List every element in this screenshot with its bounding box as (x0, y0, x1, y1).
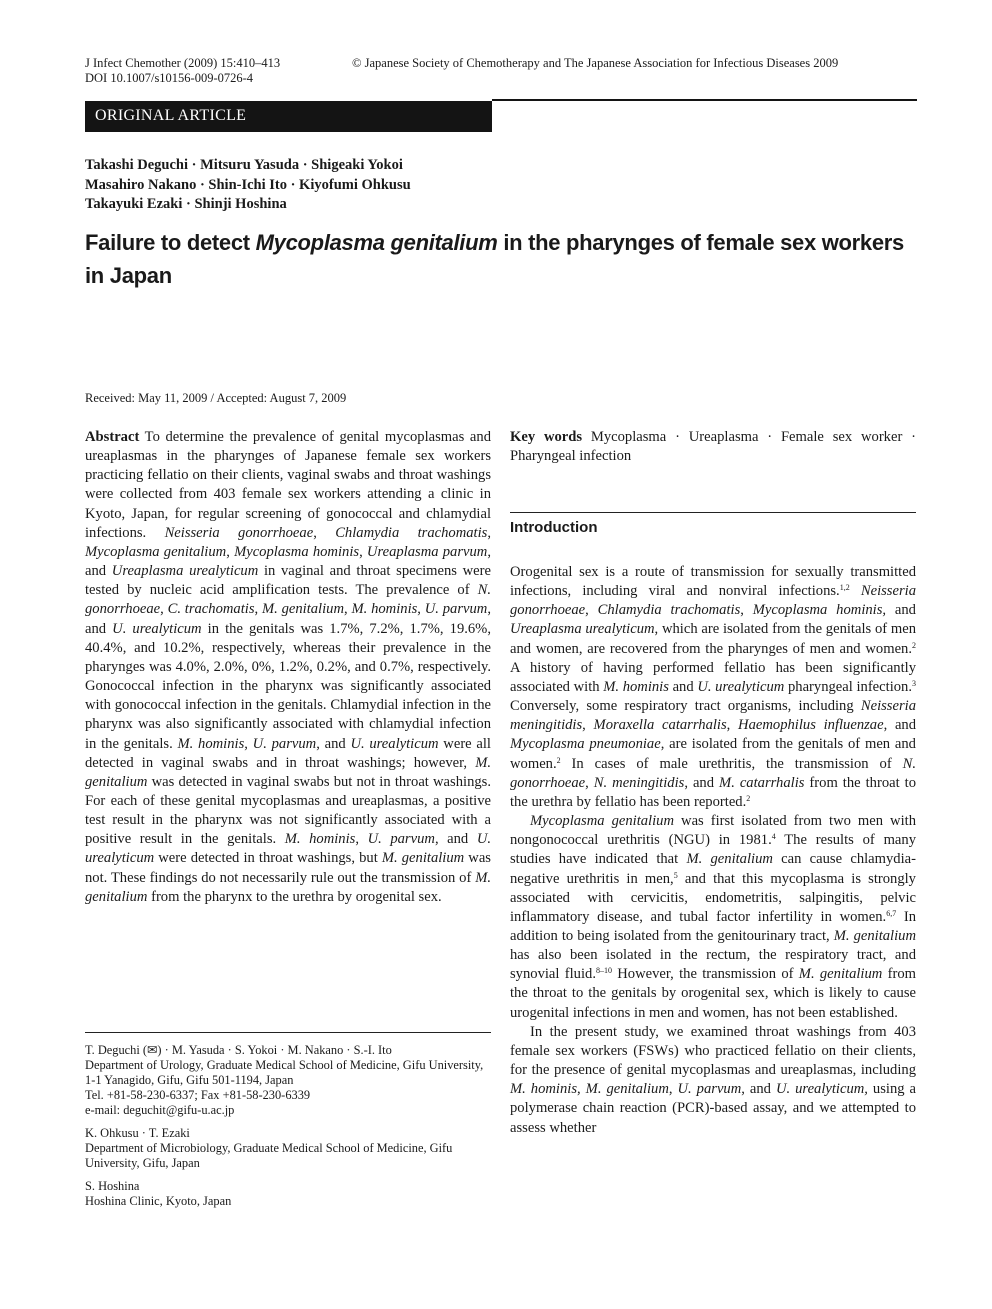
introduction-heading: Introduction (510, 519, 598, 536)
italic-term: U. urealyticum, (775, 1081, 868, 1098)
header-rule (492, 99, 917, 101)
affiliation-block (85, 1126, 491, 1171)
italic-term: Mycoplasma hominis (234, 543, 360, 560)
affiliation-address: Hoshina Clinic, Kyoto, Japan (85, 1194, 232, 1208)
text-run: using a polymerase chain reaction (PCR)-based assay, and we attempted to assess whether (510, 1081, 917, 1136)
footnote-rule (85, 1032, 491, 1033)
text-run: , (244, 735, 253, 752)
affiliation-block (85, 1043, 491, 1118)
text-run: In addition to being isolated from the genitourinary tract, (510, 908, 917, 944)
affiliation-authors: S. Hoshina (85, 1179, 140, 1193)
text-run: can cause chlamydia-negative urethritis in men, (510, 851, 916, 887)
reference-citation: 3 (912, 678, 916, 688)
text-run: , (577, 1081, 586, 1098)
reference-citation: 2 (746, 793, 751, 803)
italic-term: N. gonorrhoeae (510, 755, 916, 791)
copyright-notice: © Japanese Society of Chemotherapy and The Japanese Association for Infectious Diseases 2009 (352, 56, 839, 70)
text-run: was detected in vaginal swabs but not in throat washings. For each of these genital mycoplasmas and ureaplasmas, a positive test result in the pharynx was not significantly associated with a positive result in the genitals. (85, 773, 491, 848)
text-run: has also been isolated in the rectum, the respiratory tract, and synovial fluid. (510, 947, 916, 983)
italic-term: Mycoplasma hominis, (752, 602, 887, 619)
text-run: , (313, 524, 336, 541)
italic-term: M. genitalium (833, 927, 916, 944)
author-line: Masahiro Nakano · Shin-Ichi Ito · Kiyofumi Ohkusu (85, 176, 411, 193)
text-run: , (160, 601, 168, 618)
author-line: Takayuki Ezaki · Shinji Hoshina (85, 196, 287, 212)
affiliation-address: Department of Microbiology, Graduate Medical School of Medicine, Gifu University, Gifu, Japan (85, 1141, 453, 1170)
text-run: , (726, 717, 739, 734)
doi: DOI 10.1007/s10156-009-0726-4 (85, 71, 254, 85)
text-run: , (417, 601, 425, 618)
title-organism: Mycoplasma genitalium (255, 230, 498, 255)
paragraph (510, 1023, 916, 1138)
text-run: , (487, 524, 491, 541)
text-run: , (355, 831, 368, 848)
italic-term: C. trachomatis (167, 601, 255, 618)
text-run: , (668, 1081, 678, 1098)
italic-term: M. genitalium (381, 850, 465, 867)
italic-term: M. genitalium (798, 966, 883, 983)
italic-term: M. genitalium (686, 851, 773, 868)
italic-term: U. parvum (424, 601, 488, 618)
text-run: in vaginal and throat specimens were tested by nucleic acid amplification tests. The prevalence of (85, 563, 491, 599)
text-run: , (254, 601, 262, 618)
italic-term: N. meningitidis (593, 774, 685, 791)
affiliation-authors: T. Deguchi (✉) · M. Yasuda · S. Yokoi · M. Nakano · S.-I. Ito (85, 1043, 392, 1057)
paragraph (510, 563, 916, 812)
text-run: , (344, 601, 352, 618)
journal-citation: J Infect Chemother (2009) 15:410–413 (85, 56, 281, 70)
text-run: , which are isolated from the genitals of men and women, are recovered from the pharynges of men and women. (510, 621, 916, 657)
text-run (850, 583, 861, 599)
text-run: , and (434, 831, 477, 848)
italic-term: Ureaplasma urealyticum (111, 563, 259, 580)
text-run: , and (85, 601, 491, 637)
text-run: , (585, 774, 594, 791)
text-run: , (359, 543, 367, 560)
text-run: from the throat to the urethra by fellatio has been reported. (510, 774, 916, 810)
italic-term: M. catarrhalis (719, 774, 805, 791)
text-run: , (585, 602, 598, 619)
italic-term: M. hominis (603, 678, 669, 695)
italic-term: M. hominis (177, 735, 245, 752)
text-run: Orogenital sex is a route of transmission for sexually transmitted infections, including viral and nonviral infections. (510, 564, 916, 600)
text-run: , and (684, 774, 720, 791)
affiliations (85, 1043, 491, 1217)
author-list (85, 156, 411, 215)
italic-term: Neisseria gonorrhoeae (510, 583, 916, 619)
text-run: In the present study, we examined throat washings from 403 female sex workers (FSWs) who practiced fellatio on their clients, for the presence of genital mycoplasmas and ureaplasmas, including (510, 1023, 916, 1079)
text-run: However, the transmission of (611, 966, 799, 983)
italic-term: Mycoplasma genitalium (530, 813, 675, 830)
text-run: and (668, 678, 698, 695)
reference-citation: 8–10 (595, 966, 612, 976)
text-run: , (582, 717, 594, 734)
text-run: , (740, 602, 753, 619)
abstract-body (85, 429, 491, 905)
reference-citation: 2 (912, 640, 916, 650)
italic-term: M. genitalium (85, 754, 491, 790)
text-run: , are isolated from the genitals of men and women. (510, 736, 916, 772)
reference-citation: 2 (556, 755, 561, 765)
reference-citation: 4 (771, 832, 776, 842)
italic-term: Neisseria meningitidis (510, 698, 916, 734)
text-run: and that this mycoplasma is strongly associated with cervicitis, endometritis, salpingitis, pelvic inflammatory disease, and tubal factor infertility in women. (510, 870, 916, 925)
affiliation-address: Department of Urology, Graduate Medical School of Medicine, Gifu University, 1-1 Yanagido, Gifu, Gifu 501-1194, Japan (85, 1058, 484, 1087)
italic-term: Haemophilus influenzae (738, 717, 884, 734)
introduction-body (510, 563, 916, 1138)
text-run: from the throat to the genitals by orogenital sex, which is likely to cause urogenital infections in men and women, has not been established. (510, 966, 916, 1021)
author-line: Takashi Deguchi · Mitsuru Yasuda · Shigeaki Yokoi (85, 157, 403, 173)
italic-term: Chlamydia trachomatis (335, 524, 488, 541)
affiliation-email: e-mail: deguchit@gifu-u.ac.jp (85, 1103, 235, 1117)
article-title (85, 226, 925, 292)
italic-term: U. urealyticum (85, 831, 492, 867)
title-part: Failure to detect (85, 230, 256, 255)
italic-term: Moraxella catarrhalis (593, 717, 727, 734)
text-run: and (886, 602, 916, 619)
text-run: from the pharynx to the urethra by orogenital sex. (147, 888, 442, 905)
text-run: were all detected in vaginal swabs and in throat washings; however, (85, 735, 491, 771)
italic-term: U. urealyticum (112, 620, 202, 637)
text-run: , and (316, 735, 351, 752)
received-dates: Received: May 11, 2009 / Accepted: August 7, 2009 (85, 391, 347, 405)
text-run: , and (85, 543, 491, 580)
italic-term: U. parvum (367, 831, 435, 848)
text-run: pharyngeal infection. (784, 678, 912, 695)
italic-term: N. gonorrhoeae (85, 582, 491, 618)
italic-term: M. genitalium (85, 869, 491, 905)
italic-term: Chlamydia trachomatis (597, 602, 741, 619)
paragraph (510, 812, 916, 1023)
keywords-text: Mycoplasma · Ureaplasma · Female sex worker · Pharyngeal infection (510, 429, 916, 465)
italic-term: U. urealyticum (350, 735, 439, 752)
italic-term: U. parvum (252, 735, 317, 752)
italic-term: Mycoplasma pneumoniae (510, 736, 661, 753)
italic-term: M. genitalium (585, 1081, 669, 1098)
italic-term: Mycoplasma genitalium (85, 543, 227, 560)
introduction-rule (510, 512, 916, 513)
italic-term: Ureaplasma urealyticum (510, 621, 655, 638)
text-run: The results of many studies have indicated that (510, 832, 916, 868)
text-run: , and (741, 1081, 776, 1098)
italic-term: Neisseria gonorrhoeae (164, 524, 314, 541)
reference-citation: 5 (673, 870, 678, 880)
text-run: was first isolated from two men with nongonococcal urethritis (NGU) in 1981. (510, 813, 916, 849)
text-run: To determine the prevalence of genital mycoplasmas and ureaplasmas in the pharynges of Japanese female sex workers practicing fellatio on their clients, vaginal swabs and throat washings were collected from 403 female sex workers attending a clinic in Kyoto, Japan, for regular screening of gonococcal and chlamydial infections. (85, 429, 491, 541)
title-part: in the pharynges of female sex workers in Japan (85, 230, 904, 288)
affiliation-block (85, 1179, 491, 1209)
text-run: Conversely, some respiratory tract organisms, including (510, 698, 861, 715)
text-run: in the genitals was 1.7%, 7.2%, 1.7%, 19.6%, 40.4%, and 10.2%, respectively, whereas their prevalence in the pharynges was 4.0%, 2.0%, 0%, 1.2%, 0.2%, and 0.7%, respectively. Gonococcal infection in the pharynx was significantly associated with gonococcal infection in the genitals. Chlamydial infection in the pharynx was also significantly associated with chlamydial infection in the genitals. (85, 620, 491, 752)
italic-term: M. hominis (351, 601, 418, 618)
text-run: A history of having performed fellatio has been significantly associated with (510, 659, 916, 695)
affiliation-phone: Tel. +81-58-230-6337; Fax +81-58-230-6339 (85, 1088, 311, 1102)
italic-term: Ureaplasma parvum (366, 543, 488, 560)
text-run: , and (883, 717, 917, 734)
article-type-banner (85, 101, 492, 132)
italic-term: M. hominis (510, 1081, 578, 1098)
affiliation-authors: K. Ohkusu · T. Ezaki (85, 1126, 190, 1140)
reference-citation: 6,7 (886, 908, 897, 918)
abstract (85, 428, 491, 907)
text-run: , (226, 543, 235, 560)
text-run: In cases of male urethritis, the transmission of (560, 755, 903, 772)
keywords (510, 428, 916, 466)
abstract-label: Abstract (85, 429, 140, 445)
italic-term: U. parvum (677, 1081, 742, 1098)
article-type-label: ORIGINAL ARTICLE (95, 107, 247, 124)
text-run: was not. These findings do not necessarily rule out the transmission of (85, 850, 491, 886)
italic-term: M. genitalium (261, 601, 345, 618)
keywords-label: Key words (510, 429, 583, 445)
italic-term: M. hominis (284, 831, 356, 848)
text-run: were detected in throat washings, but (154, 850, 382, 867)
italic-term: U. urealyticum (697, 678, 785, 695)
reference-citation: 1,2 (839, 583, 850, 593)
